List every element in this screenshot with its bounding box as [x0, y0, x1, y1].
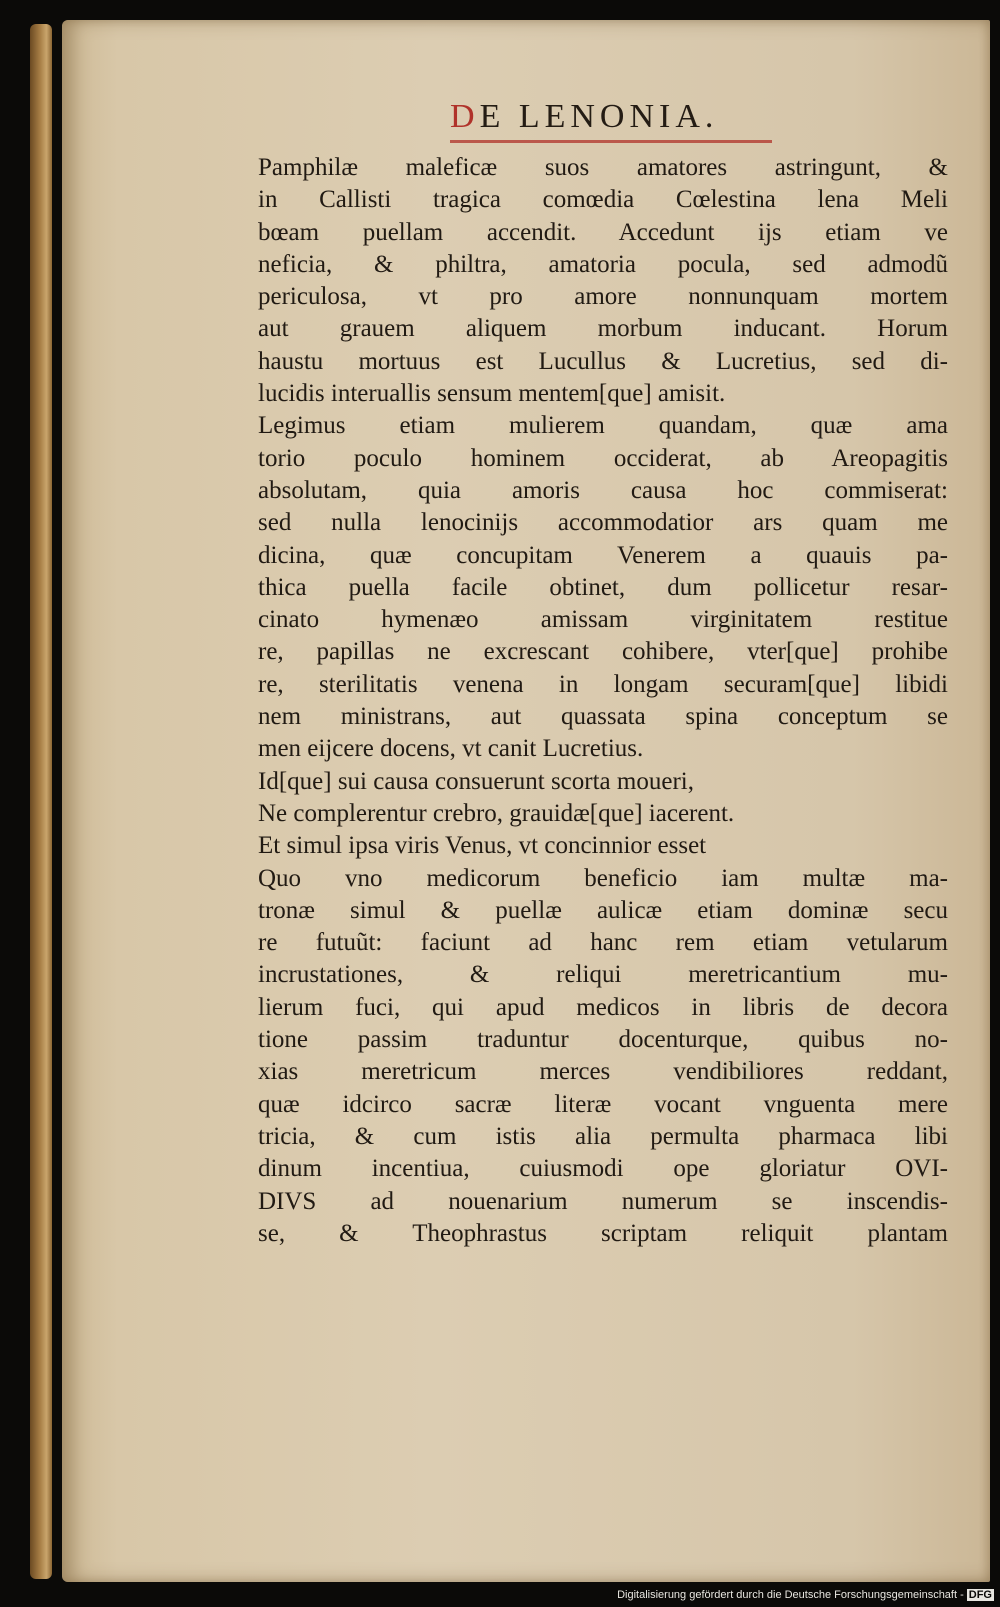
text-line: xias meretricum merces vendibiliores reddant, — [258, 1058, 948, 1086]
text-line: thica puella facile obtinet, dum pollicetur resar- — [258, 573, 948, 601]
text-line: Ne complerentur crebro, grauidæ[que] iacerent. — [258, 799, 735, 827]
text-line: dicina, quæ concupitam Venerem a quauis pa- — [258, 541, 948, 569]
text-line: Legimus etiam mulierem quandam, quæ ama — [258, 412, 948, 440]
text-line: torio poculo hominem occiderat, ab Areopagitis — [258, 444, 948, 472]
text-line: tronæ simul & puellæ aulicæ etiam dominæ secu — [258, 896, 948, 924]
text-line: neficia, & philtra, amatoria pocula, sed admodũ — [258, 250, 948, 278]
body-text — [258, 152, 948, 1250]
text-line: in Callisti tragica comœdia Cœlestina lena Meli — [258, 186, 948, 214]
credit-text: Digitalisierung gefördert durch die Deutsche Forschungsgemeinschaft - — [617, 1589, 964, 1601]
dfg-logo: DFG — [968, 1589, 992, 1601]
book-spine-edge — [30, 24, 52, 1579]
text-line: sed nulla lenocinijs accommodatior ars quam me — [258, 509, 948, 537]
text-line: re futuũt: faciunt ad hanc rem etiam vetularum — [258, 929, 948, 957]
heading-rest: E LENONIA. — [479, 98, 719, 135]
text-line: Quo vno medicorum beneficio iam multæ ma- — [258, 864, 948, 892]
text-line: se, & Theophrastus scriptam reliquit plantam — [258, 1219, 948, 1247]
text-line: bœam puellam accendit. Accedunt ijs etiam ve — [258, 218, 948, 246]
text-line: lierum fuci, qui apud medicos in libris de decora — [258, 993, 948, 1021]
heading-initial: D — [450, 98, 480, 135]
text-line: incrustationes, & reliqui meretricantium mu- — [258, 961, 948, 989]
text-line: lucidis interuallis sensum mentem[que] amisit. — [258, 380, 726, 408]
heading-underline — [450, 140, 772, 143]
text-line: men eijcere docens, vt canit Lucretius. — [258, 735, 644, 763]
text-line: Id[que] sui causa consuerunt scorta moueri, — [258, 767, 694, 795]
page-heading — [450, 98, 718, 136]
text-line: tione passim traduntur docenturque, quibus no- — [258, 1026, 948, 1054]
text-line: dinum incentiua, cuiusmodi ope gloriatur OVI- — [258, 1155, 948, 1183]
text-line: DIVS ad nouenarium numerum se inscendis- — [258, 1187, 948, 1215]
text-line: quæ idcirco sacræ literæ vocant vnguenta mere — [258, 1090, 948, 1118]
text-line: aut grauem aliquem morbum inducant. Horum — [258, 315, 948, 343]
digitization-credit — [617, 1589, 994, 1601]
text-line: haustu mortuus est Lucullus & Lucretius, sed di- — [258, 347, 948, 375]
text-line: Pamphilæ maleficæ suos amatores astringunt, & — [258, 154, 948, 181]
text-line: periculosa, vt pro amore nonnunquam mortem — [258, 283, 948, 311]
text-line: re, sterilitatis venena in longam securam[que] libidi — [258, 670, 948, 698]
text-line: re, papillas ne excrescant cohibere, vter[que] prohibe — [258, 638, 948, 666]
text-line: cinato hymenæo amissam virginitatem restitue — [258, 606, 948, 634]
text-line: Et simul ipsa viris Venus, vt concinnior esset — [258, 832, 707, 860]
text-line: nem ministrans, aut quassata spina conceptum se — [258, 703, 948, 731]
text-line: tricia, & cum istis alia permulta pharmaca libi — [258, 1122, 948, 1150]
text-line: absolutam, quia amoris causa hoc commiserat: — [258, 476, 948, 504]
